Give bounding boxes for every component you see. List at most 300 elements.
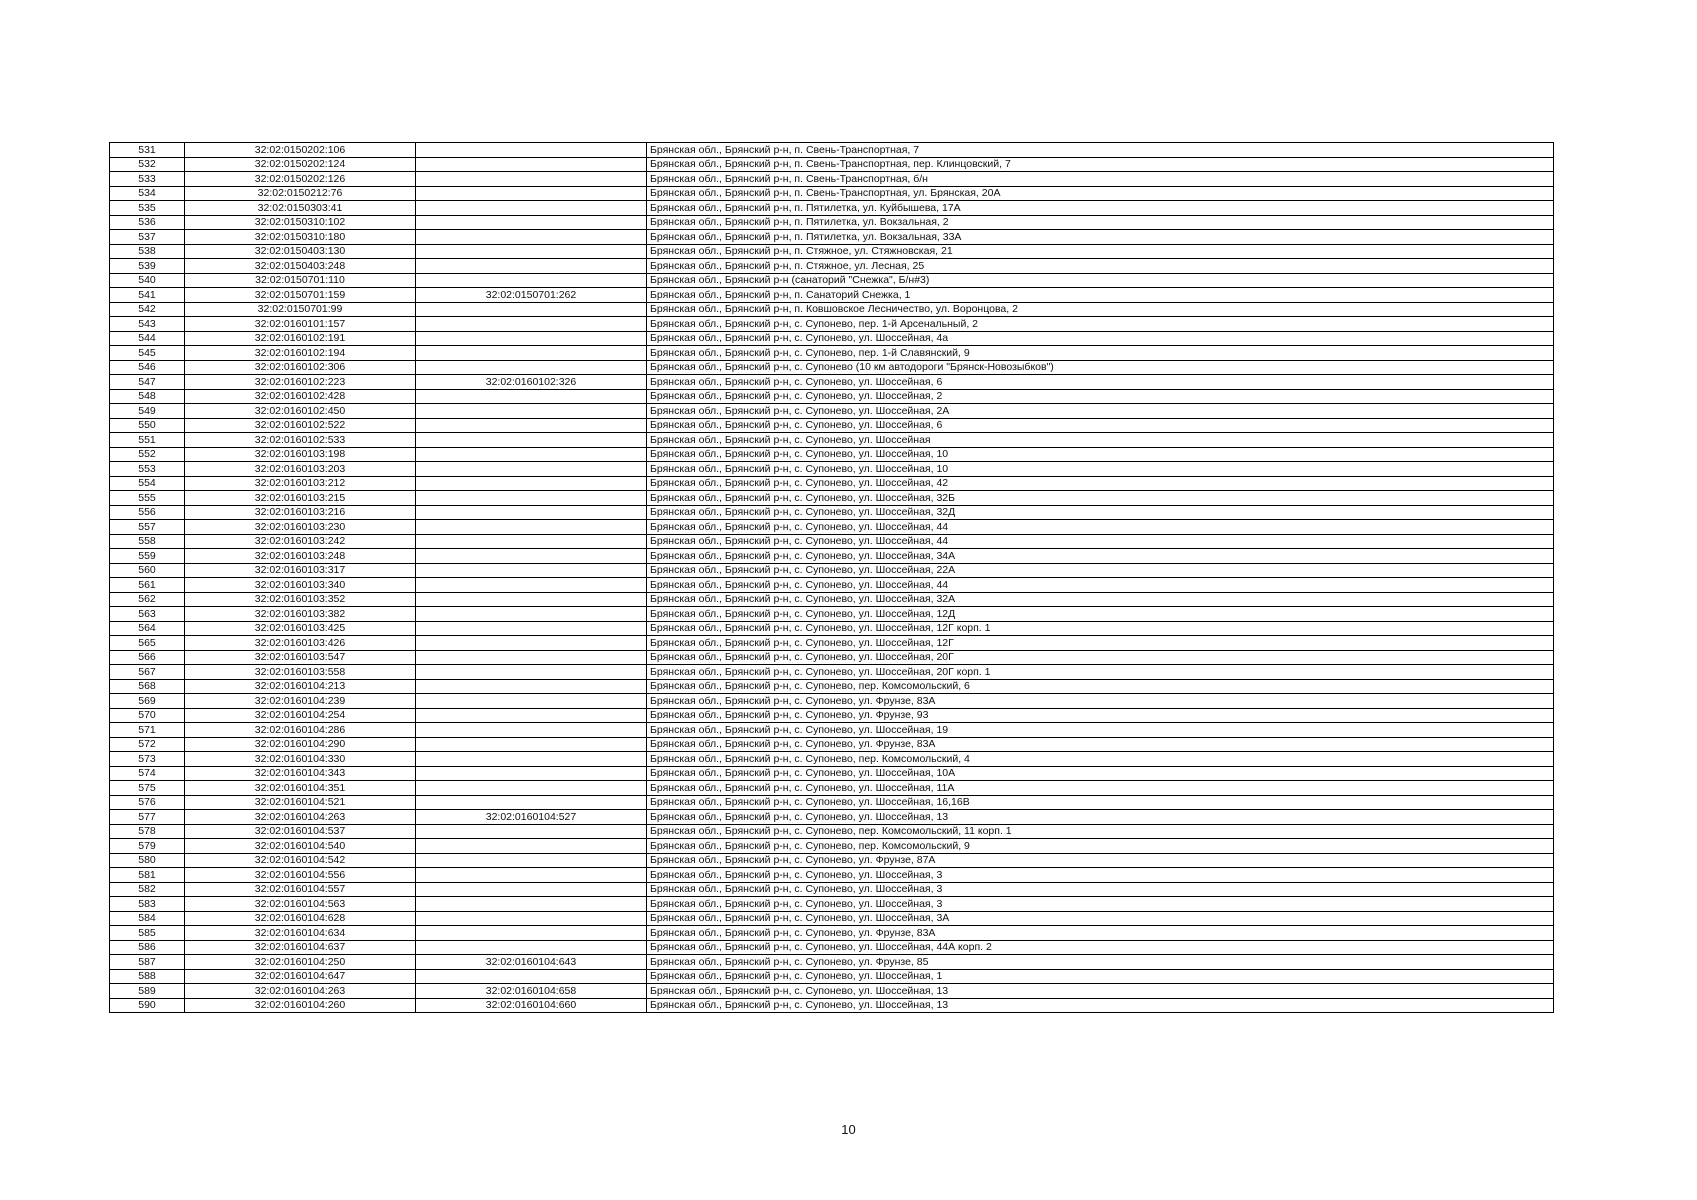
row-number-cell: 583 (110, 897, 185, 912)
related-cadastral-number-cell (416, 824, 647, 839)
related-cadastral-number-cell (416, 897, 647, 912)
row-number-cell: 555 (110, 491, 185, 506)
table-row (110, 520, 1554, 535)
cadastral-number-cell: 32:02:0160103:547 (185, 650, 416, 665)
cadastral-number-cell: 32:02:0150202:124 (185, 157, 416, 172)
row-number-cell: 570 (110, 708, 185, 723)
address-cell: Брянская обл., Брянский р-н, с. Супонево, ул. Шоссейная, 3 (647, 868, 1554, 883)
table-row (110, 273, 1554, 288)
row-number-cell: 563 (110, 607, 185, 622)
table-row (110, 679, 1554, 694)
row-number-cell: 558 (110, 534, 185, 549)
related-cadastral-number-cell (416, 259, 647, 274)
row-number-cell: 586 (110, 940, 185, 955)
address-cell: Брянская обл., Брянский р-н, с. Супонево, ул. Шоссейная, 32Д (647, 505, 1554, 520)
table-row (110, 549, 1554, 564)
address-cell: Брянская обл., Брянский р-н, с. Супонево, ул. Шоссейная, 12Г (647, 636, 1554, 651)
related-cadastral-number-cell (416, 708, 647, 723)
related-cadastral-number-cell (416, 172, 647, 187)
table-row (110, 186, 1554, 201)
address-cell: Брянская обл., Брянский р-н, с. Супонево, ул. Фрунзе, 87А (647, 853, 1554, 868)
cadastral-number-cell: 32:02:0160101:157 (185, 317, 416, 332)
address-cell: Брянская обл., Брянский р-н, с. Супонево, ул. Шоссейная, 34А (647, 549, 1554, 564)
related-cadastral-number-cell: 32:02:0160102:326 (416, 375, 647, 390)
table-row (110, 694, 1554, 709)
address-cell: Брянская обл., Брянский р-н, с. Супонево, ул. Шоссейная, 44 (647, 534, 1554, 549)
table-row (110, 534, 1554, 549)
table-row (110, 476, 1554, 491)
row-number-cell: 546 (110, 360, 185, 375)
cadastral-number-cell: 32:02:0160104:628 (185, 911, 416, 926)
address-cell: Брянская обл., Брянский р-н, с. Супонево, пер. 1-й Славянский, 9 (647, 346, 1554, 361)
row-number-cell: 545 (110, 346, 185, 361)
table-row (110, 940, 1554, 955)
related-cadastral-number-cell (416, 795, 647, 810)
address-cell: Брянская обл., Брянский р-н, п. Свень-Транспортная, пер. Клинцовский, 7 (647, 157, 1554, 172)
cadastral-number-cell: 32:02:0160104:634 (185, 926, 416, 941)
related-cadastral-number-cell (416, 694, 647, 709)
cadastral-number-cell: 32:02:0160104:351 (185, 781, 416, 796)
related-cadastral-number-cell (416, 737, 647, 752)
table-row (110, 172, 1554, 187)
address-cell: Брянская обл., Брянский р-н, с. Супонево, ул. Шоссейная, 4а (647, 331, 1554, 346)
address-cell: Брянская обл., Брянский р-н, с. Супонево, ул. Шоссейная, 42 (647, 476, 1554, 491)
related-cadastral-number-cell (416, 636, 647, 651)
cadastral-number-cell: 32:02:0160102:306 (185, 360, 416, 375)
related-cadastral-number-cell (416, 331, 647, 346)
cadastral-number-cell: 32:02:0160104:254 (185, 708, 416, 723)
related-cadastral-number-cell (416, 201, 647, 216)
address-cell: Брянская обл., Брянский р-н, п. Пятилетка, ул. Вокзальная, 2 (647, 215, 1554, 230)
row-number-cell: 588 (110, 969, 185, 984)
cadastral-number-cell: 32:02:0160102:223 (185, 375, 416, 390)
row-number-cell: 544 (110, 331, 185, 346)
related-cadastral-number-cell (416, 911, 647, 926)
row-number-cell: 569 (110, 694, 185, 709)
related-cadastral-number-cell (416, 607, 647, 622)
row-number-cell: 560 (110, 563, 185, 578)
address-cell: Брянская обл., Брянский р-н, с. Супонево, ул. Шоссейная, 22А (647, 563, 1554, 578)
related-cadastral-number-cell (416, 491, 647, 506)
row-number-cell: 580 (110, 853, 185, 868)
table-row (110, 418, 1554, 433)
table-row (110, 839, 1554, 854)
table-row (110, 868, 1554, 883)
cadastral-number-cell: 32:02:0160104:290 (185, 737, 416, 752)
table-row (110, 955, 1554, 970)
address-cell: Брянская обл., Брянский р-н, с. Супонево, пер. 1-й Арсенальный, 2 (647, 317, 1554, 332)
address-cell: Брянская обл., Брянский р-н (санаторий "Снежка", Б/н#3) (647, 273, 1554, 288)
cadastral-number-cell: 32:02:0150403:248 (185, 259, 416, 274)
table-row (110, 433, 1554, 448)
related-cadastral-number-cell (416, 346, 647, 361)
address-cell: Брянская обл., Брянский р-н, п. Стяжное, ул. Лесная, 25 (647, 259, 1554, 274)
row-number-cell: 572 (110, 737, 185, 752)
cadastral-number-cell: 32:02:0160103:230 (185, 520, 416, 535)
row-number-cell: 574 (110, 766, 185, 781)
cadastral-number-cell: 32:02:0160104:521 (185, 795, 416, 810)
row-number-cell: 539 (110, 259, 185, 274)
address-cell: Брянская обл., Брянский р-н, с. Супонево, ул. Фрунзе, 93 (647, 708, 1554, 723)
address-cell: Брянская обл., Брянский р-н, с. Супонево, ул. Шоссейная, 10А (647, 766, 1554, 781)
related-cadastral-number-cell (416, 317, 647, 332)
cadastral-number-cell: 32:02:0160104:540 (185, 839, 416, 854)
table-row (110, 708, 1554, 723)
related-cadastral-number-cell (416, 665, 647, 680)
page-number: 10 (841, 1122, 856, 1137)
table-row (110, 230, 1554, 245)
address-cell: Брянская обл., Брянский р-н, с. Супонево, ул. Шоссейная, 44А корп. 2 (647, 940, 1554, 955)
table-row (110, 621, 1554, 636)
related-cadastral-number-cell: 32:02:0150701:262 (416, 288, 647, 303)
related-cadastral-number-cell (416, 360, 647, 375)
row-number-cell: 541 (110, 288, 185, 303)
row-number-cell: 535 (110, 201, 185, 216)
related-cadastral-number-cell (416, 215, 647, 230)
related-cadastral-number-cell (416, 766, 647, 781)
table-row (110, 404, 1554, 419)
row-number-cell: 575 (110, 781, 185, 796)
row-number-cell: 581 (110, 868, 185, 883)
row-number-cell: 551 (110, 433, 185, 448)
table-row (110, 650, 1554, 665)
cadastral-number-cell: 32:02:0160104:263 (185, 810, 416, 825)
cadastral-number-cell: 32:02:0160102:450 (185, 404, 416, 419)
cadastral-number-cell: 32:02:0160102:428 (185, 389, 416, 404)
related-cadastral-number-cell (416, 781, 647, 796)
address-cell: Брянская обл., Брянский р-н, с. Супонево, ул. Шоссейная, 3 (647, 897, 1554, 912)
table-row (110, 636, 1554, 651)
related-cadastral-number-cell (416, 462, 647, 477)
related-cadastral-number-cell (416, 520, 647, 535)
row-number-cell: 571 (110, 723, 185, 738)
table-row (110, 244, 1554, 259)
related-cadastral-number-cell (416, 563, 647, 578)
cadastral-number-cell: 32:02:0160102:194 (185, 346, 416, 361)
related-cadastral-number-cell (416, 752, 647, 767)
table-row (110, 288, 1554, 303)
address-cell: Брянская обл., Брянский р-н, с. Супонево, ул. Шоссейная, 44 (647, 520, 1554, 535)
cadastral-number-cell: 32:02:0160102:522 (185, 418, 416, 433)
table-row (110, 259, 1554, 274)
cadastral-number-cell: 32:02:0160104:537 (185, 824, 416, 839)
related-cadastral-number-cell (416, 447, 647, 462)
row-number-cell: 573 (110, 752, 185, 767)
cadastral-number-cell: 32:02:0150303:41 (185, 201, 416, 216)
address-cell: Брянская обл., Брянский р-н, с. Супонево, ул. Шоссейная, 3А (647, 911, 1554, 926)
related-cadastral-number-cell (416, 389, 647, 404)
cadastral-number-cell: 32:02:0160103:198 (185, 447, 416, 462)
row-number-cell: 559 (110, 549, 185, 564)
address-cell: Брянская обл., Брянский р-н, с. Супонево, ул. Шоссейная, 20Г (647, 650, 1554, 665)
table-row (110, 984, 1554, 999)
row-number-cell: 584 (110, 911, 185, 926)
table-row (110, 969, 1554, 984)
address-cell: Брянская обл., Брянский р-н, с. Супонево, ул. Шоссейная, 10 (647, 447, 1554, 462)
row-number-cell: 562 (110, 592, 185, 607)
related-cadastral-number-cell (416, 621, 647, 636)
related-cadastral-number-cell (416, 186, 647, 201)
related-cadastral-number-cell (416, 650, 647, 665)
row-number-cell: 576 (110, 795, 185, 810)
address-cell: Брянская обл., Брянский р-н, с. Супонево, ул. Фрунзе, 83А (647, 926, 1554, 941)
related-cadastral-number-cell (416, 244, 647, 259)
related-cadastral-number-cell (416, 969, 647, 984)
cadastral-number-cell: 32:02:0160102:533 (185, 433, 416, 448)
address-cell: Брянская обл., Брянский р-н, с. Супонево, ул. Шоссейная, 44 (647, 578, 1554, 593)
row-number-cell: 549 (110, 404, 185, 419)
address-cell: Брянская обл., Брянский р-н, с. Супонево, ул. Шоссейная, 6 (647, 375, 1554, 390)
cadastral-number-cell: 32:02:0160104:637 (185, 940, 416, 955)
address-cell: Брянская обл., Брянский р-н, с. Супонево, ул. Фрунзе, 85 (647, 955, 1554, 970)
related-cadastral-number-cell (416, 418, 647, 433)
address-cell: Брянская обл., Брянский р-н, п. Свень-Транспортная, ул. Брянская, 20А (647, 186, 1554, 201)
cadastral-number-cell: 32:02:0160104:330 (185, 752, 416, 767)
cadastral-number-cell: 32:02:0150701:159 (185, 288, 416, 303)
cadastral-number-cell: 32:02:0150202:126 (185, 172, 416, 187)
table-row (110, 824, 1554, 839)
related-cadastral-number-cell (416, 592, 647, 607)
address-cell: Брянская обл., Брянский р-н, с. Супонево, ул. Шоссейная, 11А (647, 781, 1554, 796)
cadastral-number-cell: 32:02:0160103:425 (185, 621, 416, 636)
address-cell: Брянская обл., Брянский р-н, с. Супонево, ул. Шоссейная, 2 (647, 389, 1554, 404)
row-number-cell: 590 (110, 998, 185, 1013)
address-cell: Брянская обл., Брянский р-н, с. Супонево, ул. Шоссейная, 13 (647, 984, 1554, 999)
related-cadastral-number-cell (416, 853, 647, 868)
address-cell: Брянская обл., Брянский р-н, с. Супонево, ул. Шоссейная, 12Г корп. 1 (647, 621, 1554, 636)
row-number-cell: 556 (110, 505, 185, 520)
cadastral-number-cell: 32:02:0150202:106 (185, 143, 416, 158)
row-number-cell: 534 (110, 186, 185, 201)
row-number-cell: 565 (110, 636, 185, 651)
table-row (110, 447, 1554, 462)
table-row (110, 766, 1554, 781)
row-number-cell: 533 (110, 172, 185, 187)
related-cadastral-number-cell: 32:02:0160104:527 (416, 810, 647, 825)
address-cell: Брянская обл., Брянский р-н, с. Супонево, пер. Комсомольский, 9 (647, 839, 1554, 854)
table-row (110, 302, 1554, 317)
table-row (110, 157, 1554, 172)
table-row (110, 853, 1554, 868)
cadastral-number-cell: 32:02:0160104:542 (185, 853, 416, 868)
address-cell: Брянская обл., Брянский р-н, п. Пятилетка, ул. Куйбышева, 17А (647, 201, 1554, 216)
table-row (110, 375, 1554, 390)
table-row (110, 926, 1554, 941)
related-cadastral-number-cell (416, 143, 647, 158)
cadastral-number-cell: 32:02:0160103:216 (185, 505, 416, 520)
address-cell: Брянская обл., Брянский р-н, с. Супонево, ул. Шоссейная, 32А (647, 592, 1554, 607)
table-row (110, 911, 1554, 926)
cadastral-number-cell: 32:02:0160104:260 (185, 998, 416, 1013)
address-cell: Брянская обл., Брянский р-н, с. Супонево, ул. Шоссейная, 6 (647, 418, 1554, 433)
cadastral-number-cell: 32:02:0160104:286 (185, 723, 416, 738)
table-row (110, 215, 1554, 230)
row-number-cell: 585 (110, 926, 185, 941)
cadastral-number-cell: 32:02:0160103:426 (185, 636, 416, 651)
row-number-cell: 577 (110, 810, 185, 825)
related-cadastral-number-cell (416, 534, 647, 549)
related-cadastral-number-cell (416, 404, 647, 419)
related-cadastral-number-cell (416, 433, 647, 448)
row-number-cell: 553 (110, 462, 185, 477)
related-cadastral-number-cell (416, 882, 647, 897)
related-cadastral-number-cell (416, 679, 647, 694)
cadastral-number-cell: 32:02:0160103:382 (185, 607, 416, 622)
row-number-cell: 532 (110, 157, 185, 172)
table-row (110, 752, 1554, 767)
address-cell: Брянская обл., Брянский р-н, п. Стяжное, ул. Стяжновская, 21 (647, 244, 1554, 259)
cadastral-number-cell: 32:02:0150310:180 (185, 230, 416, 245)
cadastral-number-cell: 32:02:0160103:242 (185, 534, 416, 549)
related-cadastral-number-cell (416, 549, 647, 564)
table-body (110, 143, 1554, 1013)
row-number-cell: 554 (110, 476, 185, 491)
address-cell: Брянская обл., Брянский р-н, с. Супонево (10 км автодороги "Брянск-Новозыбков") (647, 360, 1554, 375)
related-cadastral-number-cell (416, 476, 647, 491)
cadastral-number-cell: 32:02:0150701:99 (185, 302, 416, 317)
cadastral-number-cell: 32:02:0160103:317 (185, 563, 416, 578)
row-number-cell: 589 (110, 984, 185, 999)
row-number-cell: 550 (110, 418, 185, 433)
table-row (110, 810, 1554, 825)
cadastral-number-cell: 32:02:0160103:203 (185, 462, 416, 477)
table-row (110, 723, 1554, 738)
row-number-cell: 543 (110, 317, 185, 332)
cadastral-number-cell: 32:02:0160104:556 (185, 868, 416, 883)
related-cadastral-number-cell (416, 926, 647, 941)
table-row (110, 737, 1554, 752)
address-cell: Брянская обл., Брянский р-н, с. Супонево, ул. Шоссейная, 3 (647, 882, 1554, 897)
table-row (110, 143, 1554, 158)
table-row (110, 563, 1554, 578)
row-number-cell: 548 (110, 389, 185, 404)
cadastral-number-cell: 32:02:0160102:191 (185, 331, 416, 346)
related-cadastral-number-cell (416, 868, 647, 883)
address-cell: Брянская обл., Брянский р-н, с. Супонево, пер. Комсомольский, 6 (647, 679, 1554, 694)
row-number-cell: 540 (110, 273, 185, 288)
cadastral-number-cell: 32:02:0160103:215 (185, 491, 416, 506)
related-cadastral-number-cell (416, 273, 647, 288)
row-number-cell: 552 (110, 447, 185, 462)
row-number-cell: 566 (110, 650, 185, 665)
address-cell: Брянская обл., Брянский р-н, с. Супонево, ул. Шоссейная, 19 (647, 723, 1554, 738)
address-cell: Брянская обл., Брянский р-н, с. Супонево, ул. Фрунзе, 83А (647, 694, 1554, 709)
row-number-cell: 568 (110, 679, 185, 694)
cadastral-number-cell: 32:02:0160104:563 (185, 897, 416, 912)
table-row (110, 462, 1554, 477)
cadastral-number-cell: 32:02:0160104:250 (185, 955, 416, 970)
table-row (110, 665, 1554, 680)
address-cell: Брянская обл., Брянский р-н, п. Санаторий Снежка, 1 (647, 288, 1554, 303)
related-cadastral-number-cell: 32:02:0160104:660 (416, 998, 647, 1013)
row-number-cell: 564 (110, 621, 185, 636)
cadastral-number-cell: 32:02:0160103:248 (185, 549, 416, 564)
related-cadastral-number-cell (416, 302, 647, 317)
table-row (110, 201, 1554, 216)
table-row (110, 346, 1554, 361)
table-row (110, 897, 1554, 912)
address-cell: Брянская обл., Брянский р-н, с. Супонево, ул. Шоссейная, 20Г корп. 1 (647, 665, 1554, 680)
address-cell: Брянская обл., Брянский р-н, с. Супонево, ул. Шоссейная, 16,16В (647, 795, 1554, 810)
address-cell: Брянская обл., Брянский р-н, п. Свень-Транспортная, б/н (647, 172, 1554, 187)
property-table (109, 142, 1554, 1013)
row-number-cell: 537 (110, 230, 185, 245)
cadastral-number-cell: 32:02:0160103:558 (185, 665, 416, 680)
address-cell: Брянская обл., Брянский р-н, с. Супонево, ул. Шоссейная, 13 (647, 810, 1554, 825)
address-cell: Брянская обл., Брянский р-н, с. Супонево, ул. Шоссейная, 13 (647, 998, 1554, 1013)
table-row (110, 795, 1554, 810)
row-number-cell: 547 (110, 375, 185, 390)
cadastral-number-cell: 32:02:0160104:647 (185, 969, 416, 984)
table-row (110, 360, 1554, 375)
table-row (110, 607, 1554, 622)
row-number-cell: 542 (110, 302, 185, 317)
related-cadastral-number-cell (416, 157, 647, 172)
address-cell: Брянская обл., Брянский р-н, с. Супонево, ул. Шоссейная, 12Д (647, 607, 1554, 622)
table-row (110, 998, 1554, 1013)
address-cell: Брянская обл., Брянский р-н, с. Супонево, ул. Шоссейная (647, 433, 1554, 448)
table-row (110, 592, 1554, 607)
related-cadastral-number-cell (416, 940, 647, 955)
table-row (110, 781, 1554, 796)
cadastral-number-cell: 32:02:0160104:239 (185, 694, 416, 709)
cadastral-number-cell: 32:02:0160103:352 (185, 592, 416, 607)
row-number-cell: 557 (110, 520, 185, 535)
table-row (110, 578, 1554, 593)
related-cadastral-number-cell (416, 723, 647, 738)
cadastral-number-cell: 32:02:0160104:557 (185, 882, 416, 897)
row-number-cell: 578 (110, 824, 185, 839)
address-cell: Брянская обл., Брянский р-н, п. Пятилетка, ул. Вокзальная, 33А (647, 230, 1554, 245)
related-cadastral-number-cell (416, 230, 647, 245)
address-cell: Брянская обл., Брянский р-н, с. Супонево, ул. Шоссейная, 2А (647, 404, 1554, 419)
cadastral-number-cell: 32:02:0150701:110 (185, 273, 416, 288)
row-number-cell: 538 (110, 244, 185, 259)
row-number-cell: 582 (110, 882, 185, 897)
row-number-cell: 587 (110, 955, 185, 970)
cadastral-number-cell: 32:02:0160104:343 (185, 766, 416, 781)
table-row (110, 389, 1554, 404)
address-cell: Брянская обл., Брянский р-н, с. Супонево, ул. Шоссейная, 10 (647, 462, 1554, 477)
row-number-cell: 567 (110, 665, 185, 680)
row-number-cell: 536 (110, 215, 185, 230)
cadastral-number-cell: 32:02:0160104:263 (185, 984, 416, 999)
related-cadastral-number-cell: 32:02:0160104:643 (416, 955, 647, 970)
related-cadastral-number-cell (416, 505, 647, 520)
address-cell: Брянская обл., Брянский р-н, п. Ковшовское Лесничество, ул. Воронцова, 2 (647, 302, 1554, 317)
address-cell: Брянская обл., Брянский р-н, с. Супонево, пер. Комсомольский, 11 корп. 1 (647, 824, 1554, 839)
address-cell: Брянская обл., Брянский р-н, с. Супонево, ул. Шоссейная, 1 (647, 969, 1554, 984)
address-cell: Брянская обл., Брянский р-н, с. Супонево, ул. Шоссейная, 32Б (647, 491, 1554, 506)
row-number-cell: 531 (110, 143, 185, 158)
related-cadastral-number-cell (416, 839, 647, 854)
table-row (110, 317, 1554, 332)
cadastral-number-cell: 32:02:0150403:130 (185, 244, 416, 259)
table-row (110, 331, 1554, 346)
table-row (110, 882, 1554, 897)
table-row (110, 491, 1554, 506)
table-row (110, 505, 1554, 520)
address-cell: Брянская обл., Брянский р-н, с. Супонево, ул. Фрунзе, 83А (647, 737, 1554, 752)
cadastral-number-cell: 32:02:0160103:212 (185, 476, 416, 491)
cadastral-number-cell: 32:02:0160103:340 (185, 578, 416, 593)
row-number-cell: 561 (110, 578, 185, 593)
cadastral-number-cell: 32:02:0150212:76 (185, 186, 416, 201)
address-cell: Брянская обл., Брянский р-н, п. Свень-Транспортная, 7 (647, 143, 1554, 158)
related-cadastral-number-cell: 32:02:0160104:658 (416, 984, 647, 999)
cadastral-number-cell: 32:02:0160104:213 (185, 679, 416, 694)
related-cadastral-number-cell (416, 578, 647, 593)
